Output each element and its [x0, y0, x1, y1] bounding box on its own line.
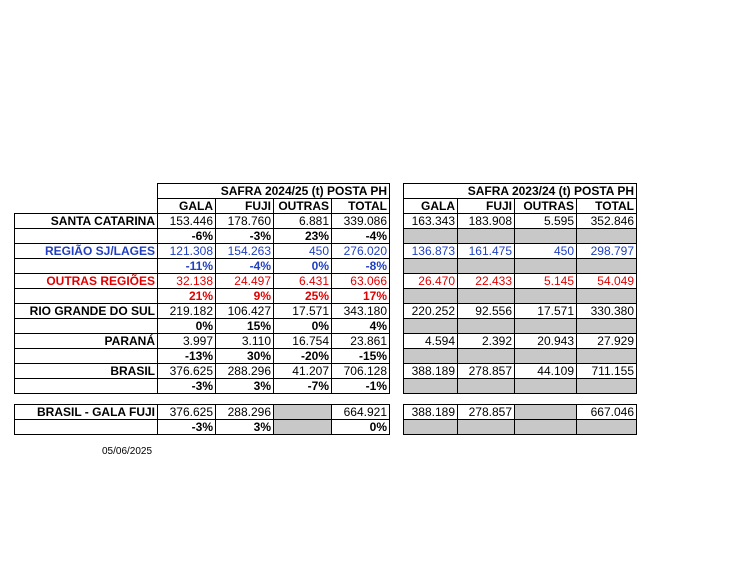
row-brasil-gala-fuji — [15, 405, 637, 420]
value-cell: 376.625 — [158, 364, 216, 379]
grey-cell — [577, 420, 637, 435]
col-gala-25: GALA — [158, 199, 216, 214]
pct-cell: -4% — [216, 259, 274, 274]
value-cell: 161.475 — [458, 244, 515, 259]
value-cell: 450 — [515, 244, 577, 259]
grey-cell — [577, 319, 637, 334]
row-santa-catarina-pct — [15, 229, 637, 244]
row-label: SANTA CATARINA — [15, 214, 158, 229]
row-label: OUTRAS REGIÕES — [15, 274, 158, 289]
safra-table — [14, 183, 637, 435]
value-cell: 330.380 — [577, 304, 637, 319]
row-label: BRASIL - GALA FUJI — [15, 405, 158, 420]
grey-cell — [458, 289, 515, 304]
pct-cell: 30% — [216, 349, 274, 364]
value-cell: 32.138 — [158, 274, 216, 289]
grey-cell — [515, 319, 577, 334]
pct-cell: -7% — [274, 379, 332, 394]
value-cell: 63.066 — [332, 274, 390, 289]
value-cell: 54.049 — [577, 274, 637, 289]
header-safra-2023-24: SAFRA 2023/24 (t) POSTA PH — [404, 184, 637, 199]
value-cell: 278.857 — [458, 405, 515, 420]
value-cell: 352.846 — [577, 214, 637, 229]
grey-cell — [515, 379, 577, 394]
value-cell: 153.446 — [158, 214, 216, 229]
grey-cell — [458, 229, 515, 244]
row-label: RIO GRANDE DO SUL — [15, 304, 158, 319]
value-cell: 706.128 — [332, 364, 390, 379]
grey-cell — [577, 349, 637, 364]
value-cell: 22.433 — [458, 274, 515, 289]
row-outras-regioes — [15, 274, 637, 289]
value-cell: 388.189 — [404, 364, 458, 379]
pct-cell: 23% — [274, 229, 332, 244]
grey-cell — [515, 349, 577, 364]
row-rio-grande-do-sul-pct — [15, 319, 637, 334]
value-cell: 24.497 — [216, 274, 274, 289]
value-cell: 5.595 — [515, 214, 577, 229]
grey-cell — [404, 379, 458, 394]
pct-cell: 0% — [332, 420, 390, 435]
row-regiao-sj-lages — [15, 244, 637, 259]
grey-cell — [458, 259, 515, 274]
pct-cell: -13% — [158, 349, 216, 364]
col-gala-24: GALA — [404, 199, 458, 214]
row-brasil-pct — [15, 379, 637, 394]
value-cell: 288.296 — [216, 405, 274, 420]
row-parana — [15, 334, 637, 349]
value-cell: 220.252 — [404, 304, 458, 319]
value-cell: 23.861 — [332, 334, 390, 349]
value-cell: 154.263 — [216, 244, 274, 259]
value-cell: 276.020 — [332, 244, 390, 259]
grey-cell — [458, 420, 515, 435]
value-cell: 136.873 — [404, 244, 458, 259]
col-total-24: TOTAL — [577, 199, 637, 214]
grey-cell — [404, 349, 458, 364]
value-cell: 92.556 — [458, 304, 515, 319]
row-outras-regioes-pct — [15, 289, 637, 304]
value-cell: 343.180 — [332, 304, 390, 319]
grey-cell — [404, 319, 458, 334]
value-cell: 163.343 — [404, 214, 458, 229]
col-fuji-24: FUJI — [458, 199, 515, 214]
value-cell: 183.908 — [458, 214, 515, 229]
value-cell: 6.431 — [274, 274, 332, 289]
value-cell: 3.110 — [216, 334, 274, 349]
header-safra-2024-25: SAFRA 2024/25 (t) POSTA PH — [158, 184, 390, 199]
value-cell: 20.943 — [515, 334, 577, 349]
value-cell: 106.427 — [216, 304, 274, 319]
grey-cell — [577, 229, 637, 244]
row-santa-catarina — [15, 214, 637, 229]
value-cell: 219.182 — [158, 304, 216, 319]
col-outras-25: OUTRAS — [274, 199, 332, 214]
grey-cell — [274, 405, 332, 420]
pct-cell: 3% — [216, 379, 274, 394]
value-cell: 4.594 — [404, 334, 458, 349]
grey-cell — [515, 420, 577, 435]
grey-cell — [458, 319, 515, 334]
grey-cell — [577, 259, 637, 274]
value-cell: 450 — [274, 244, 332, 259]
grey-cell — [274, 420, 332, 435]
pct-cell: 15% — [216, 319, 274, 334]
grey-cell — [577, 289, 637, 304]
header-row-2 — [15, 199, 637, 214]
row-label: BRASIL — [15, 364, 158, 379]
report-date: 05/06/2025 — [102, 446, 153, 457]
pct-cell: -11% — [158, 259, 216, 274]
pct-cell: 0% — [274, 319, 332, 334]
row-rio-grande-do-sul — [15, 304, 637, 319]
grey-cell — [515, 229, 577, 244]
pct-cell: -4% — [332, 229, 390, 244]
value-cell: 27.929 — [577, 334, 637, 349]
value-cell: 711.155 — [577, 364, 637, 379]
grey-cell — [404, 289, 458, 304]
pct-cell: -15% — [332, 349, 390, 364]
pct-cell: 21% — [158, 289, 216, 304]
pct-cell: 17% — [332, 289, 390, 304]
header-row-1 — [15, 184, 637, 199]
value-cell: 17.571 — [274, 304, 332, 319]
value-cell: 664.921 — [332, 405, 390, 420]
value-cell: 41.207 — [274, 364, 332, 379]
row-brasil-gala-fuji-pct — [15, 420, 637, 435]
pct-cell: -3% — [158, 379, 216, 394]
pct-cell: 0% — [158, 319, 216, 334]
pct-cell: -1% — [332, 379, 390, 394]
value-cell: 17.571 — [515, 304, 577, 319]
grey-cell — [515, 289, 577, 304]
value-cell: 388.189 — [404, 405, 458, 420]
value-cell: 288.296 — [216, 364, 274, 379]
row-brasil — [15, 364, 637, 379]
col-total-25: TOTAL — [332, 199, 390, 214]
pct-cell: -20% — [274, 349, 332, 364]
value-cell: 667.046 — [577, 405, 637, 420]
value-cell: 376.625 — [158, 405, 216, 420]
grey-cell — [515, 259, 577, 274]
value-cell: 16.754 — [274, 334, 332, 349]
row-regiao-sj-lages-pct — [15, 259, 637, 274]
value-cell: 3.997 — [158, 334, 216, 349]
pct-cell: -3% — [158, 420, 216, 435]
grey-cell — [458, 349, 515, 364]
row-label: REGIÃO SJ/LAGES — [15, 244, 158, 259]
grey-cell — [577, 379, 637, 394]
pct-cell: 0% — [274, 259, 332, 274]
value-cell: 26.470 — [404, 274, 458, 289]
pct-cell: 4% — [332, 319, 390, 334]
col-outras-24: OUTRAS — [515, 199, 577, 214]
value-cell: 44.109 — [515, 364, 577, 379]
grey-cell — [515, 405, 577, 420]
col-fuji-25: FUJI — [216, 199, 274, 214]
pct-cell: 25% — [274, 289, 332, 304]
value-cell: 6.881 — [274, 214, 332, 229]
grey-cell — [404, 259, 458, 274]
pct-cell: -3% — [216, 229, 274, 244]
grey-cell — [404, 420, 458, 435]
pct-cell: 3% — [216, 420, 274, 435]
value-cell: 298.797 — [577, 244, 637, 259]
value-cell: 121.308 — [158, 244, 216, 259]
row-parana-pct — [15, 349, 637, 364]
value-cell: 2.392 — [458, 334, 515, 349]
grey-cell — [404, 229, 458, 244]
pct-cell: 9% — [216, 289, 274, 304]
pct-cell: -8% — [332, 259, 390, 274]
value-cell: 5.145 — [515, 274, 577, 289]
value-cell: 178.760 — [216, 214, 274, 229]
grey-cell — [458, 379, 515, 394]
value-cell: 339.086 — [332, 214, 390, 229]
row-label: PARANÁ — [15, 334, 158, 349]
pct-cell: -6% — [158, 229, 216, 244]
value-cell: 278.857 — [458, 364, 515, 379]
